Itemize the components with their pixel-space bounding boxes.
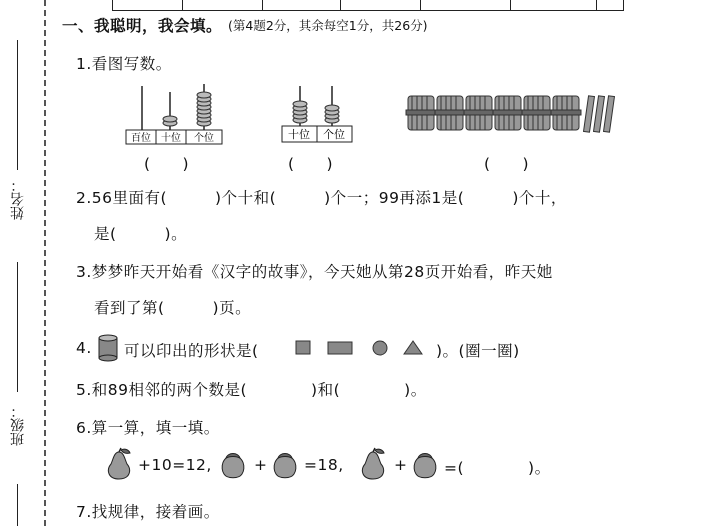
- q1-answer-paren-3: ( ): [484, 155, 530, 173]
- abacus1-label-hundreds: 百位: [131, 133, 151, 144]
- abacus1-label-tens: 十位: [161, 133, 181, 144]
- score-table-divider: [182, 0, 183, 10]
- q4-number: 4.: [76, 339, 92, 357]
- binding-dashed-line: [44, 0, 46, 526]
- name-write-line: [17, 40, 18, 170]
- peach-icon: [408, 448, 442, 482]
- shape-options: [292, 338, 432, 358]
- abacus1-label-ones: 个位: [194, 133, 214, 144]
- name-label: 姓名：: [10, 178, 26, 220]
- peach-icon: [216, 448, 250, 482]
- q6-plus-1: +: [254, 456, 268, 474]
- q3-line1: 3.梦梦昨天开始看《汉字的故事》，今天她从第28页开始看，昨天她: [76, 263, 553, 281]
- abacus2-label-tens: 十位: [288, 128, 310, 141]
- score-table-divider: [340, 0, 341, 10]
- peach-icon: [268, 448, 302, 482]
- circle-shape-icon: [373, 341, 387, 355]
- q3-line2: 看到了第( )页。: [94, 299, 252, 317]
- score-table-divider: [262, 0, 263, 10]
- cylinder-icon: [98, 334, 120, 362]
- q6-plus-2: +: [394, 456, 408, 474]
- pear-icon: [356, 448, 390, 482]
- score-table-divider: [420, 0, 421, 10]
- score-table-divider: [596, 0, 597, 10]
- pear-icon: [102, 448, 136, 482]
- score-table: [112, 0, 624, 11]
- q2-line1: 2.56里面有( )个十和( )个一；99再添1是( )个十，: [76, 189, 567, 207]
- score-table-divider: [510, 0, 511, 10]
- q1-answer-paren-2: ( ): [288, 155, 334, 173]
- extra-write-line: [17, 484, 18, 526]
- q4-text: 可以印出的形状是(: [124, 342, 259, 360]
- rectangle-shape-icon: [328, 342, 352, 354]
- q1-label: 1.看图写数。: [76, 55, 172, 73]
- q4-suffix: )。(圈一圈): [436, 342, 520, 360]
- q7-label: 7.找规律，接着画。: [76, 503, 220, 521]
- abacus-tens-ones: [282, 82, 354, 144]
- class-label: 班级：: [10, 404, 26, 446]
- section-score-note: (第4题2分，其余每空1分，共26分): [228, 18, 428, 33]
- triangle-shape-icon: [404, 341, 422, 354]
- q6-label: 6.算一算，填一填。: [76, 419, 220, 437]
- q5-text: 5.和89相邻的两个数是( )和( )。: [76, 381, 427, 399]
- abacus2-label-ones: 个位: [323, 128, 345, 141]
- q2-line2: 是( )。: [94, 225, 188, 243]
- abacus-hundreds-tens-ones: [126, 82, 226, 146]
- q6-eq3: =( )。: [444, 459, 551, 477]
- section-title: 一、我聪明，我会填。: [62, 17, 223, 35]
- class-write-line: [17, 262, 18, 392]
- square-shape-icon: [296, 341, 310, 354]
- q1-answer-paren-1: ( ): [144, 155, 190, 173]
- q6-eq1: +10=12,: [138, 456, 212, 474]
- stick-bundles-icon: [408, 92, 618, 136]
- q6-eq2: =18,: [304, 456, 344, 474]
